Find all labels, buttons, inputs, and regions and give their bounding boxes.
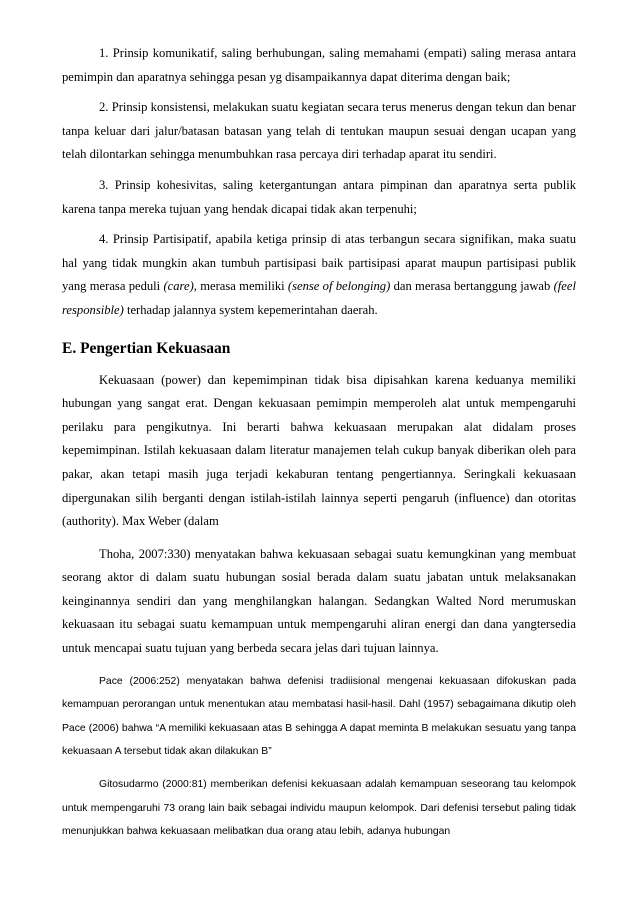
term-sense-of-belonging: (sense of belonging) <box>287 279 391 294</box>
body-paragraph-power: Kekuasaan (power) dan kepemimpinan tidak bisa dipisahkan karena keduanya memiliki hubungan yang sangat erat. Dengan kekuasaan pemimpin memperoleh alat untuk mempengaruhi perilaku para pengikutnya. Ini berarti bahwa kekuasaan merupakan alat didalam proses kepemimpinan. Istilah kekuasaan dalam literatur manajemen telah cukup banyak diberikan oleh para pakar, akan tetapi masih juga terjadi kekaburan tentang pengertiannya. Seringkali kekuasaan dipergunakan silih berganti dengan istilah-istilah lainnya seperti pengaruh (influence) dan otoritas (authority). Max Weber (dalam <box>62 372 576 529</box>
body-paragraph-thoha: Thoha, 2007:330) menyatakan bahwa kekuasaan sebagai suatu kemungkinan yang membuat seorang aktor di dalam suatu hubungan sosial berada dalam suatu jabatan untuk melaksanakan keinginannya sendiri dan yang menghilangkan halangan. Sedangkan Walted Nord merumuskan kekuasaan itu sebagai suatu kemampuan untuk mempengaruhi aliran energi dan dana yangtersedia untuk mencapai suatu tujuan yang berbeda secara jelas dari tujuan lainnya. <box>62 546 576 656</box>
term-feel-responsible: (feel responsible) <box>62 279 576 317</box>
principle-communicative: 1. Prinsip komunikatif, saling berhubungan, saling memahami (empati) saling merasa antara pemimpin dan aparatnya sehingga pesan yg disampaikannya dapat diterima dengan baik; <box>62 46 576 84</box>
principle-cohesivity: 3. Prinsip kohesivitas, saling ketergantungan antara pimpinan dan aparatnya serta publik karena tanpa mereka tujuan yang hendak dicapai tidak akan terpenuhi; <box>62 177 576 216</box>
body-paragraph-pace: Pace (2006:252) menyatakan bahwa defenisi tradiisional mengenai kekuasaan difokuskan pada kemampuan perorangan untuk menentukan atau membatasi hasil-hasil. Dahl (1957) sebagaimana dikutip oleh Pace (2006) bahwa “A memiliki kekuasaan atas B sehingga A dapat meminta B melakukan sesuatu yang tanpa kekuasaan A tersebut tidak akan dilakukan B” <box>62 675 576 758</box>
principle-participative-text-4: terhadap jalannya system kepemerintahan daerah. <box>123 302 378 317</box>
principle-participative-text-2: merasa memiliki <box>196 279 288 294</box>
principle-participative-text-1: 4. Prinsip Partisipatif, apabila ketiga prinsip di atas terbangun secara signifikan, maka suatu hal yang tidak mungkin akan tumbuh partisipasi baik partisipasi aparat maupun partisipasi publik yang merasa peduli <box>62 232 576 294</box>
principle-participative <box>62 228 576 322</box>
section-heading: E. Pengertian Kekuasaan <box>62 339 231 357</box>
body-paragraph-gitosudarmo: Gitosudarmo (2000:81) memberikan defenisi kekuasaan adalah kemampuan seseorang tau kelompok untuk mempengaruhi 73 orang lain baik sebagai individu maupun kelompok. Dari defenisi tersebut paling tidak menunjukkan bahwa kekuasaan melibatkan dua orang atau lebih, adanya hubungan <box>62 779 576 838</box>
term-care: (care), <box>163 279 197 294</box>
document-page <box>62 42 576 844</box>
principle-participative-text-3: dan merasa bertanggung jawab <box>390 279 554 294</box>
principle-consistency: 2. Prinsip konsistensi, melakukan suatu kegiatan secara terus menerus dengan tekun dan benar tanpa keluar dari jalur/batasan batasan yang telah di tentukan maupun sesuai dengan ucapan yang telah dilontarkan sehingga menumbuhkan rasa percaya diri terhadap aparat itu sendiri. <box>62 100 576 162</box>
